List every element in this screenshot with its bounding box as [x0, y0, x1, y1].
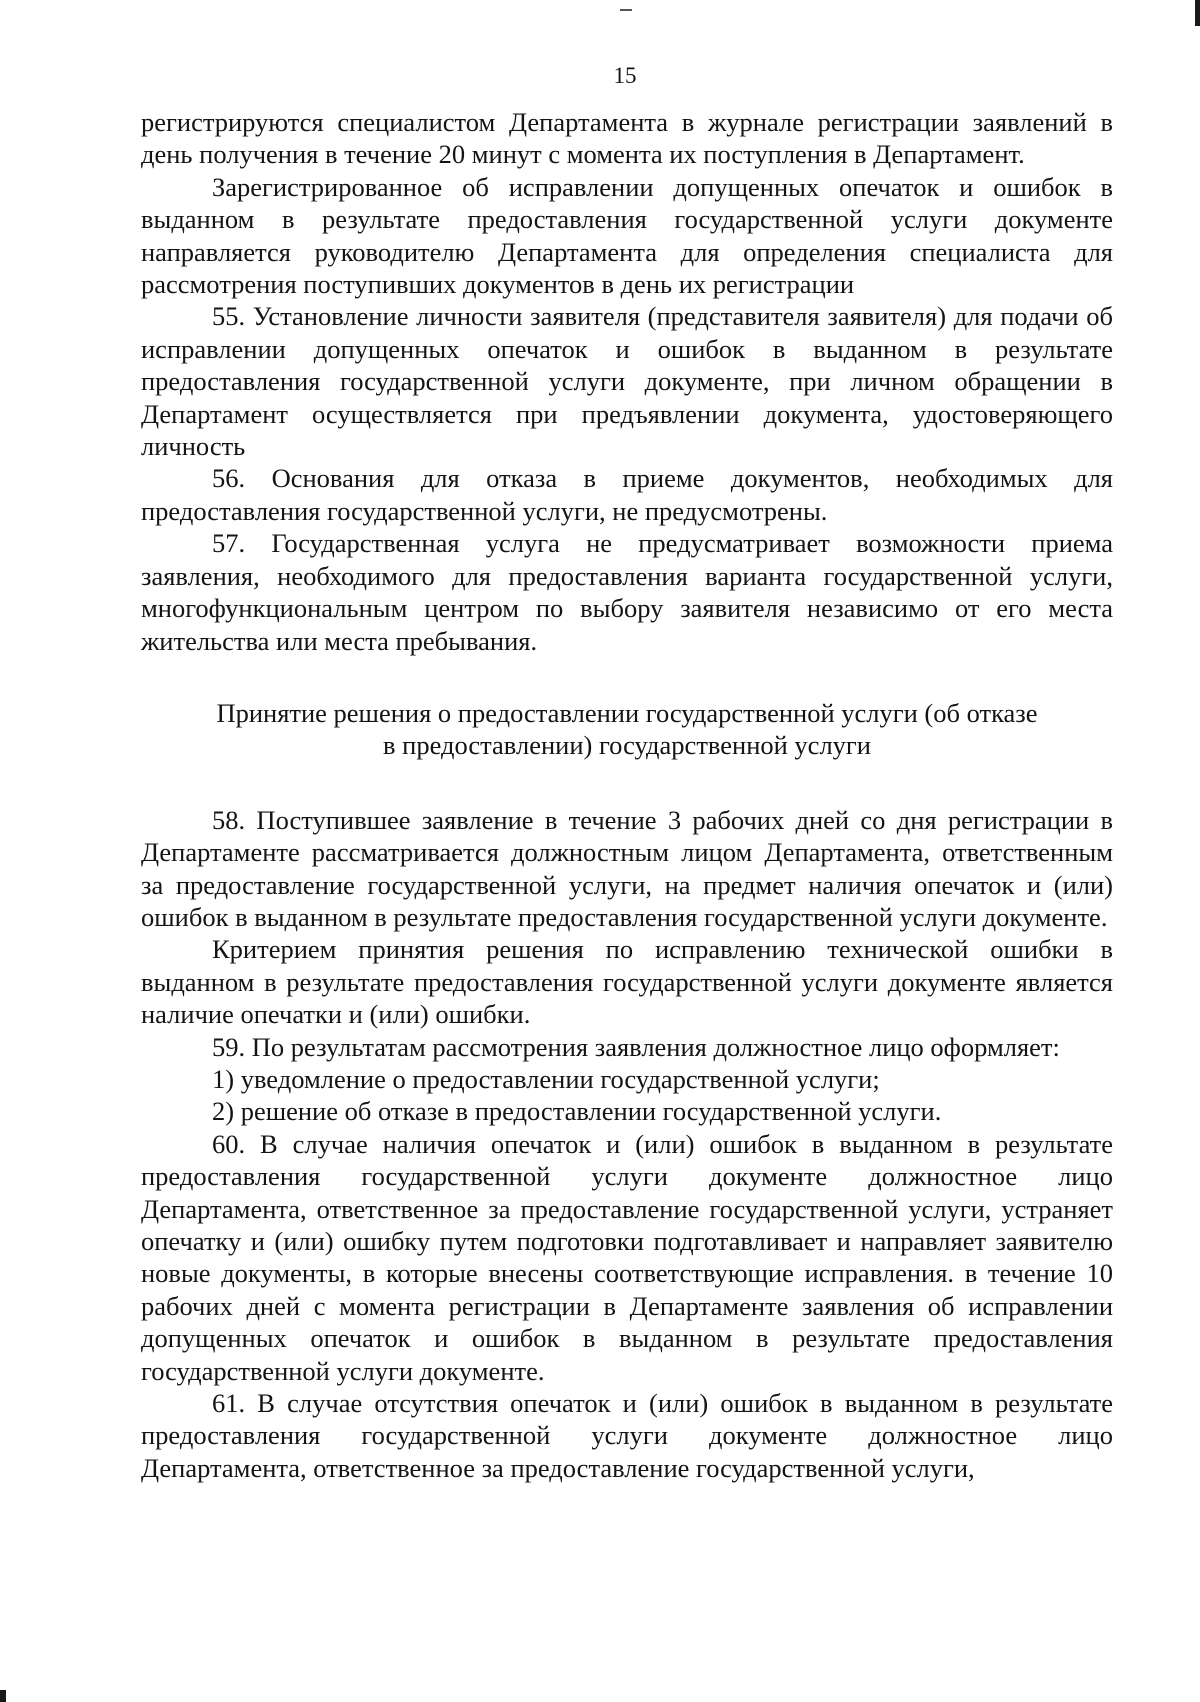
scan-artifact-right-edge	[1195, 0, 1200, 26]
paragraph-60: 60. В случае наличия опечаток и (или) ошибок в выданном в результате предоставления государственной услуги документе должностное лицо Департамента, ответственное за предоставление государственной услуги, устраняет опечатку и (или) ошибку путем подготовки подготавливает и направляет заявителю новые документы, в которые внесены соответствующие исправления. в течение 10 рабочих дней с момента регистрации в Департаменте заявления об исправлении допущенных опечаток и ошибок в выданном в результате предоставления государственной услуги документе.	[141, 1128, 1113, 1386]
list-item-2: 2) решение об отказе в предоставлении государственной услуги.	[212, 1096, 942, 1127]
paragraph-registered: Зарегистрированное об исправлении допущенных опечаток и ошибок в выданном в результате предоставления государственной услуги документе направляется руководителю Департамента для определения специалиста для рассмотрения поступивших документов в день их регистрации	[141, 171, 1113, 300]
paragraph-58: 58. Поступившее заявление в течение 3 рабочих дней со дня регистрации в Департаменте рассматривается должностным лицом Департамента, ответственным за предоставление государственной услуги, на предмет наличия опечаток и (или) ошибок в выданном в результате предоставления государственной услуги документе.	[141, 804, 1113, 932]
section-heading	[141, 657, 1113, 804]
section-heading-line-1: Принятие решения о предоставлении государственной услуги (об отказе	[216, 697, 1038, 728]
paragraph-61: 61. В случае отсутствия опечаток и (или) ошибок в выданном в результате предоставления государственной услуги документе должностное лицо Департамента, ответственное за предоставление государственной услуги,	[141, 1388, 1113, 1483]
document-body	[141, 106, 1113, 1484]
paragraph-56: 56. Основания для отказа в приеме документов, необходимых для предоставления государственной услуги, не предусмотрены.	[141, 463, 1113, 526]
paragraph-55: 55. Установление личности заявителя (представителя заявителя) для подачи об исправлении допущенных опечаток и ошибок в выданном в результате предоставления государственной услуги документе, при личном обращении в Департамент осуществляется при предъявлении документа, удостоверяющего личность	[141, 301, 1113, 462]
paragraph-57: 57. Государственная услуга не предусматривает возможности приема заявления, необходимого для предоставления варианта государственной услуги, многофункциональным центром по выбору заявителя независимо от его места жительства или места пребывания.	[141, 528, 1113, 656]
scan-artifact-left-edge	[0, 1690, 6, 1702]
paragraph-59: 59. По результатам рассмотрения заявления должностное лицо оформляет:	[212, 1031, 1060, 1062]
scan-artifact-dash	[620, 9, 632, 11]
paragraph-criterion: Критерием принятия решения по исправлению технической ошибки в выданном в результате предоставления государственной услуги документе является наличие опечатки и (или) ошибки.	[141, 934, 1113, 1030]
list-item-1: 1) уведомление о предоставлении государственной услуги;	[212, 1063, 880, 1094]
section-heading-line-2: в предоставлении) государственной услуги	[383, 730, 871, 761]
paragraph-continuation: регистрируются специалистом Департамента в журнале регистрации заявлений в день получения в течение 20 минут с момента их поступления в Департамент.	[141, 107, 1113, 170]
page-number: 15	[613, 63, 637, 88]
